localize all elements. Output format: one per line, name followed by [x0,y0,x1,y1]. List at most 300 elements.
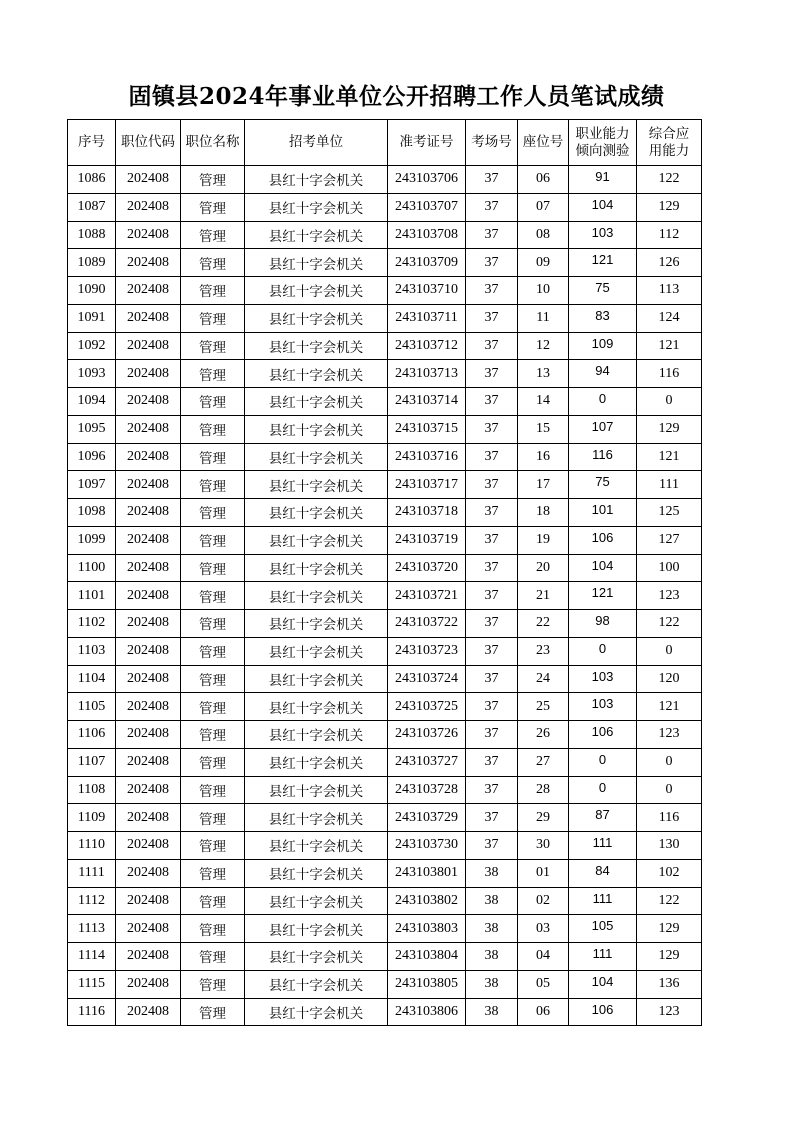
cell-aptitude-score: 121 [569,582,637,610]
table-row [68,304,702,332]
cell-exam-room: 37 [466,221,518,249]
cell-position-name: 管理 [181,360,245,388]
cell-seat-number: 06 [518,998,569,1026]
cell-position-name: 管理 [181,748,245,776]
cell-seat-number: 21 [518,582,569,610]
cell-seat-number: 10 [518,277,569,305]
cell-seat-number: 15 [518,415,569,443]
cell-position-code: 202408 [116,221,181,249]
cell-exam-room: 37 [466,665,518,693]
cell-aptitude-score: 111 [569,832,637,860]
cell-position-name: 管理 [181,443,245,471]
cell-recruiting-unit: 县红十字会机关 [245,221,388,249]
cell-comprehensive-score: 116 [637,804,702,832]
cell-exam-room: 38 [466,915,518,943]
cell-comprehensive-score: 122 [637,166,702,194]
cell-recruiting-unit: 县红十字会机关 [245,943,388,971]
cell-seat-number: 23 [518,637,569,665]
cell-position-name: 管理 [181,887,245,915]
table-row [68,360,702,388]
table-row [68,804,702,832]
cell-seat-number: 13 [518,360,569,388]
header-comprehensive-line-1: 综合应 [648,125,690,142]
cell-seat-number: 24 [518,665,569,693]
cell-exam-room: 37 [466,610,518,638]
cell-exam-room: 37 [466,166,518,194]
cell-aptitude-score: 106 [569,998,637,1026]
cell-position-name: 管理 [181,554,245,582]
cell-exam-room: 37 [466,637,518,665]
cell-ticket-number: 243103806 [388,998,466,1026]
cell-position-code: 202408 [116,415,181,443]
cell-aptitude-score: 103 [569,221,637,249]
cell-position-code: 202408 [116,943,181,971]
cell-ticket-number: 243103721 [388,582,466,610]
cell-seq: 1101 [68,582,116,610]
table-row [68,166,702,194]
cell-position-code: 202408 [116,748,181,776]
cell-seq: 1097 [68,471,116,499]
cell-position-name: 管理 [181,277,245,305]
cell-comprehensive-score: 100 [637,554,702,582]
cell-seq: 1092 [68,332,116,360]
cell-seq: 1090 [68,277,116,305]
cell-comprehensive-score: 122 [637,610,702,638]
cell-recruiting-unit: 县红十字会机关 [245,388,388,416]
cell-position-code: 202408 [116,776,181,804]
cell-position-code: 202408 [116,637,181,665]
table-row [68,998,702,1026]
cell-aptitude-score: 111 [569,887,637,915]
table-row [68,582,702,610]
cell-recruiting-unit: 县红十字会机关 [245,443,388,471]
cell-exam-room: 38 [466,998,518,1026]
cell-position-name: 管理 [181,499,245,527]
cell-recruiting-unit: 县红十字会机关 [245,693,388,721]
cell-seat-number: 01 [518,859,569,887]
cell-recruiting-unit: 县红十字会机关 [245,277,388,305]
cell-ticket-number: 243103720 [388,554,466,582]
cell-recruiting-unit: 县红十字会机关 [245,637,388,665]
cell-position-name: 管理 [181,637,245,665]
cell-comprehensive-score: 126 [637,249,702,277]
cell-recruiting-unit: 县红十字会机关 [245,249,388,277]
cell-ticket-number: 243103804 [388,943,466,971]
cell-position-name: 管理 [181,332,245,360]
cell-position-code: 202408 [116,887,181,915]
cell-exam-room: 37 [466,360,518,388]
cell-exam-room: 37 [466,804,518,832]
cell-seq: 1095 [68,415,116,443]
table-row [68,970,702,998]
cell-comprehensive-score: 0 [637,748,702,776]
cell-exam-room: 37 [466,776,518,804]
cell-comprehensive-score: 130 [637,832,702,860]
cell-ticket-number: 243103709 [388,249,466,277]
cell-exam-room: 37 [466,693,518,721]
cell-ticket-number: 243103729 [388,804,466,832]
cell-exam-room: 37 [466,748,518,776]
cell-comprehensive-score: 0 [637,388,702,416]
cell-recruiting-unit: 县红十字会机关 [245,526,388,554]
cell-aptitude-score: 103 [569,693,637,721]
cell-position-code: 202408 [116,471,181,499]
cell-position-name: 管理 [181,859,245,887]
cell-comprehensive-score: 121 [637,693,702,721]
cell-comprehensive-score: 124 [637,304,702,332]
cell-ticket-number: 243103803 [388,915,466,943]
cell-aptitude-score: 0 [569,388,637,416]
cell-recruiting-unit: 县红十字会机关 [245,776,388,804]
cell-exam-room: 37 [466,304,518,332]
cell-position-name: 管理 [181,221,245,249]
cell-position-name: 管理 [181,804,245,832]
cell-seat-number: 29 [518,804,569,832]
cell-exam-room: 37 [466,554,518,582]
cell-seq: 1105 [68,693,116,721]
cell-position-name: 管理 [181,970,245,998]
cell-position-name: 管理 [181,415,245,443]
cell-comprehensive-score: 127 [637,526,702,554]
cell-seat-number: 03 [518,915,569,943]
cell-seq: 1088 [68,221,116,249]
cell-ticket-number: 243103805 [388,970,466,998]
cell-aptitude-score: 107 [569,415,637,443]
cell-aptitude-score: 104 [569,554,637,582]
cell-recruiting-unit: 县红十字会机关 [245,610,388,638]
cell-ticket-number: 243103713 [388,360,466,388]
cell-seat-number: 11 [518,304,569,332]
cell-position-code: 202408 [116,304,181,332]
cell-position-name: 管理 [181,776,245,804]
cell-ticket-number: 243103724 [388,665,466,693]
table-row [68,776,702,804]
cell-comprehensive-score: 111 [637,471,702,499]
header-recruiting-unit: 招考单位 [245,120,388,166]
table-row [68,943,702,971]
cell-seq: 1109 [68,804,116,832]
cell-ticket-number: 243103723 [388,637,466,665]
cell-position-code: 202408 [116,360,181,388]
cell-position-code: 202408 [116,915,181,943]
cell-comprehensive-score: 129 [637,943,702,971]
header-comprehensive-ability [637,120,702,166]
header-aptitude-line-1: 职业能力 [575,125,630,142]
table-row [68,443,702,471]
cell-position-name: 管理 [181,193,245,221]
cell-comprehensive-score: 123 [637,721,702,749]
table-row [68,915,702,943]
cell-position-code: 202408 [116,332,181,360]
cell-ticket-number: 243103801 [388,859,466,887]
cell-recruiting-unit: 县红十字会机关 [245,332,388,360]
cell-seat-number: 28 [518,776,569,804]
cell-aptitude-score: 104 [569,970,637,998]
cell-seq: 1103 [68,637,116,665]
cell-exam-room: 37 [466,832,518,860]
table-row [68,332,702,360]
cell-exam-room: 37 [466,443,518,471]
cell-seq: 1116 [68,998,116,1026]
cell-seq: 1115 [68,970,116,998]
cell-seq: 1111 [68,859,116,887]
table-row [68,526,702,554]
table-row [68,249,702,277]
cell-seat-number: 08 [518,221,569,249]
cell-seq: 1093 [68,360,116,388]
cell-ticket-number: 243103726 [388,721,466,749]
cell-position-name: 管理 [181,943,245,971]
cell-comprehensive-score: 0 [637,637,702,665]
cell-seq: 1096 [68,443,116,471]
cell-position-code: 202408 [116,721,181,749]
cell-exam-room: 38 [466,970,518,998]
cell-position-name: 管理 [181,665,245,693]
cell-aptitude-score: 0 [569,748,637,776]
cell-seq: 1112 [68,887,116,915]
table-row [68,193,702,221]
header-position-code: 职位代码 [116,120,181,166]
header-aptitude-line-2: 倾向测验 [575,142,630,159]
cell-ticket-number: 243103710 [388,277,466,305]
cell-seat-number: 26 [518,721,569,749]
cell-recruiting-unit: 县红十字会机关 [245,887,388,915]
cell-comprehensive-score: 120 [637,665,702,693]
cell-aptitude-score: 116 [569,443,637,471]
cell-seat-number: 17 [518,471,569,499]
cell-position-name: 管理 [181,304,245,332]
cell-recruiting-unit: 县红十字会机关 [245,471,388,499]
cell-seat-number: 14 [518,388,569,416]
cell-exam-room: 37 [466,193,518,221]
page-title: 固镇县2024年事业单位公开招聘工作人员笔试成绩 [128,83,665,110]
cell-seq: 1087 [68,193,116,221]
cell-recruiting-unit: 县红十字会机关 [245,582,388,610]
cell-aptitude-score: 104 [569,193,637,221]
cell-position-code: 202408 [116,859,181,887]
cell-exam-room: 37 [466,388,518,416]
cell-aptitude-score: 121 [569,249,637,277]
cell-aptitude-score: 83 [569,304,637,332]
table-row [68,471,702,499]
cell-position-name: 管理 [181,526,245,554]
table-row [68,721,702,749]
cell-recruiting-unit: 县红十字会机关 [245,415,388,443]
cell-recruiting-unit: 县红十字会机关 [245,859,388,887]
cell-position-code: 202408 [116,804,181,832]
cell-seq: 1113 [68,915,116,943]
cell-ticket-number: 243103715 [388,415,466,443]
table-row [68,748,702,776]
cell-seq: 1099 [68,526,116,554]
cell-aptitude-score: 98 [569,610,637,638]
cell-position-code: 202408 [116,193,181,221]
cell-aptitude-score: 106 [569,721,637,749]
cell-aptitude-score: 103 [569,665,637,693]
cell-comprehensive-score: 0 [637,776,702,804]
cell-ticket-number: 243103727 [388,748,466,776]
cell-position-name: 管理 [181,998,245,1026]
cell-recruiting-unit: 县红十字会机关 [245,748,388,776]
cell-recruiting-unit: 县红十字会机关 [245,998,388,1026]
cell-seq: 1104 [68,665,116,693]
cell-seat-number: 22 [518,610,569,638]
cell-position-code: 202408 [116,582,181,610]
cell-comprehensive-score: 123 [637,998,702,1026]
scores-table [67,119,702,1026]
cell-recruiting-unit: 县红十字会机关 [245,360,388,388]
cell-aptitude-score: 106 [569,526,637,554]
cell-seq: 1107 [68,748,116,776]
cell-position-code: 202408 [116,998,181,1026]
table-row [68,554,702,582]
cell-recruiting-unit: 县红十字会机关 [245,554,388,582]
cell-seq: 1110 [68,832,116,860]
cell-ticket-number: 243103706 [388,166,466,194]
cell-position-code: 202408 [116,388,181,416]
cell-seq: 1094 [68,388,116,416]
cell-ticket-number: 243103707 [388,193,466,221]
cell-seat-number: 07 [518,193,569,221]
header-seq: 序号 [68,120,116,166]
table-header [68,120,702,166]
cell-recruiting-unit: 县红十字会机关 [245,804,388,832]
cell-ticket-number: 243103730 [388,832,466,860]
cell-position-name: 管理 [181,388,245,416]
table-row [68,221,702,249]
cell-comprehensive-score: 129 [637,193,702,221]
cell-aptitude-score: 101 [569,499,637,527]
table-row [68,637,702,665]
cell-exam-room: 37 [466,332,518,360]
cell-position-name: 管理 [181,832,245,860]
cell-aptitude-score: 0 [569,637,637,665]
cell-aptitude-score: 91 [569,166,637,194]
header-position-name: 职位名称 [181,120,245,166]
cell-exam-room: 37 [466,471,518,499]
cell-seat-number: 12 [518,332,569,360]
cell-seat-number: 30 [518,832,569,860]
cell-recruiting-unit: 县红十字会机关 [245,915,388,943]
cell-seq: 1098 [68,499,116,527]
cell-recruiting-unit: 县红十字会机关 [245,166,388,194]
cell-position-code: 202408 [116,499,181,527]
table-row [68,887,702,915]
cell-seat-number: 02 [518,887,569,915]
header-row [68,120,702,166]
cell-comprehensive-score: 123 [637,582,702,610]
cell-ticket-number: 243103719 [388,526,466,554]
table-row [68,388,702,416]
cell-position-code: 202408 [116,693,181,721]
cell-ticket-number: 243103711 [388,304,466,332]
cell-exam-room: 37 [466,582,518,610]
cell-position-name: 管理 [181,249,245,277]
cell-seat-number: 19 [518,526,569,554]
cell-seq: 1089 [68,249,116,277]
cell-seat-number: 16 [518,443,569,471]
cell-recruiting-unit: 县红十字会机关 [245,721,388,749]
cell-seat-number: 06 [518,166,569,194]
cell-position-code: 202408 [116,277,181,305]
cell-comprehensive-score: 129 [637,415,702,443]
table-row [68,665,702,693]
cell-position-name: 管理 [181,610,245,638]
cell-position-code: 202408 [116,526,181,554]
cell-aptitude-score: 87 [569,804,637,832]
cell-position-code: 202408 [116,832,181,860]
cell-recruiting-unit: 县红十字会机关 [245,665,388,693]
table-row [68,415,702,443]
cell-comprehensive-score: 136 [637,970,702,998]
cell-seat-number: 09 [518,249,569,277]
cell-seq: 1100 [68,554,116,582]
cell-position-name: 管理 [181,915,245,943]
cell-position-name: 管理 [181,471,245,499]
cell-comprehensive-score: 122 [637,887,702,915]
cell-exam-room: 38 [466,943,518,971]
table-row [68,859,702,887]
cell-position-name: 管理 [181,721,245,749]
table-row [68,499,702,527]
cell-position-code: 202408 [116,249,181,277]
cell-seat-number: 18 [518,499,569,527]
cell-ticket-number: 243103725 [388,693,466,721]
header-aptitude-test [569,120,637,166]
cell-aptitude-score: 111 [569,943,637,971]
cell-ticket-number: 243103716 [388,443,466,471]
cell-aptitude-score: 75 [569,471,637,499]
cell-seat-number: 27 [518,748,569,776]
cell-position-code: 202408 [116,665,181,693]
header-exam-room: 考场号 [466,120,518,166]
cell-comprehensive-score: 125 [637,499,702,527]
cell-position-code: 202408 [116,610,181,638]
cell-position-code: 202408 [116,443,181,471]
table-row [68,277,702,305]
cell-exam-room: 37 [466,499,518,527]
cell-seq: 1106 [68,721,116,749]
cell-exam-room: 37 [466,277,518,305]
cell-comprehensive-score: 121 [637,443,702,471]
cell-comprehensive-score: 102 [637,859,702,887]
cell-position-code: 202408 [116,166,181,194]
cell-ticket-number: 243103802 [388,887,466,915]
cell-comprehensive-score: 116 [637,360,702,388]
cell-exam-room: 37 [466,721,518,749]
cell-position-name: 管理 [181,582,245,610]
header-ticket-number: 准考证号 [388,120,466,166]
cell-exam-room: 38 [466,859,518,887]
cell-recruiting-unit: 县红十字会机关 [245,832,388,860]
table-row [68,832,702,860]
cell-ticket-number: 243103718 [388,499,466,527]
cell-seq: 1102 [68,610,116,638]
cell-position-name: 管理 [181,166,245,194]
cell-seq: 1108 [68,776,116,804]
cell-seat-number: 05 [518,970,569,998]
cell-recruiting-unit: 县红十字会机关 [245,970,388,998]
table-row [68,693,702,721]
cell-seq: 1091 [68,304,116,332]
cell-seq: 1086 [68,166,116,194]
cell-exam-room: 37 [466,415,518,443]
header-comprehensive-line-2: 用能力 [648,142,690,159]
cell-exam-room: 37 [466,249,518,277]
table-row [68,610,702,638]
cell-exam-room: 37 [466,526,518,554]
cell-ticket-number: 243103712 [388,332,466,360]
